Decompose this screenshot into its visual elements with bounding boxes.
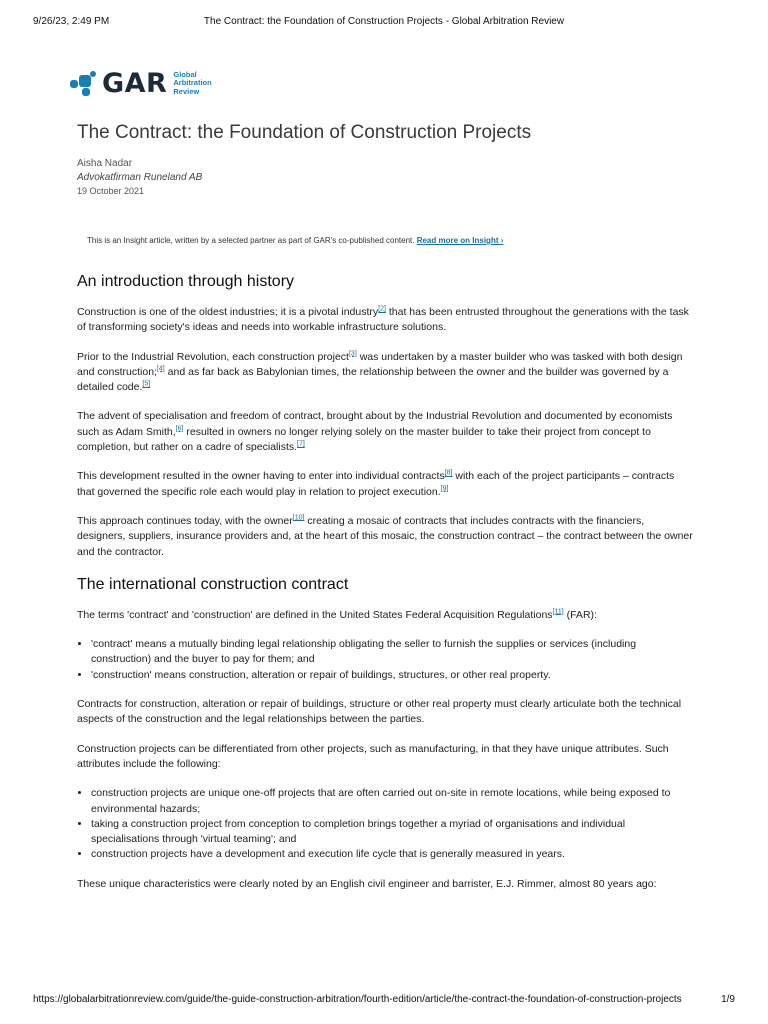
- paragraph: Construction projects can be differentiated from other projects, such as manufacturing, in that they have unique attributes. Such attributes include the following:: [77, 742, 669, 770]
- list-item: • construction projects have a development and execution life cycle that is generally measured in years.: [91, 847, 694, 862]
- paragraph: Contracts for construction, alteration or repair of buildings, structure or other real property must clearly articulate both the technical aspects of the construction and the legal relationships between the parties.: [77, 698, 682, 726]
- print-timestamp: 9/26/23, 2:49 PM: [33, 16, 110, 27]
- footnote-link[interactable]: [6]: [175, 425, 184, 433]
- insight-notice: [87, 236, 694, 245]
- print-footer: [33, 994, 735, 1008]
- section-heading-international-contract: The international construction contract: [77, 575, 349, 593]
- footnote-link[interactable]: [2]: [378, 305, 386, 313]
- print-header: [33, 16, 735, 30]
- gar-logo[interactable]: [70, 68, 212, 99]
- footnote-link[interactable]: [10]: [292, 514, 305, 522]
- footnote-link[interactable]: [7]: [297, 440, 305, 448]
- logo-wordmark: GAR: [102, 68, 168, 99]
- paragraph: The terms 'contract' and 'construction' are defined in the United States Federal Acquisition Regulations[11] (FAR):: [77, 608, 597, 621]
- definitions-list: [77, 637, 694, 683]
- list-item: • taking a construction project from conception to completion brings together a myriad of organisations and individual specialisations through 'virtual teaming'; and: [91, 817, 694, 848]
- footnote-link[interactable]: [11]: [552, 608, 564, 616]
- article-title: The Contract: the Foundation of Construction Projects: [77, 122, 532, 143]
- footnote-link[interactable]: [5]: [142, 380, 151, 388]
- paragraph: This development resulted in the owner having to enter into individual contracts[8] with each of the project participants – contracts that governed the specific role each would play in relation to project execution.[9]: [77, 469, 675, 498]
- print-page-number: 1/9: [721, 994, 735, 1005]
- article-author: Aisha Nadar: [77, 158, 133, 169]
- article-firm: Advokatfirman Runeland AB: [77, 172, 203, 183]
- paragraph: This approach continues today, with the owner[10] creating a mosaic of contracts that includes contracts with the financiers, designers, suppliers, insurance providers and, at the heart of this mosaic, the construction contract – the contract between the owner and the contractor.: [77, 514, 693, 558]
- gar-logo-icon: [70, 71, 96, 97]
- footnote-link[interactable]: [9]: [440, 485, 449, 493]
- print-url: https://globalarbitrationreview.com/guide/the-guide-construction-arbitration/fourth-edition/article/the-contract-the-foundation-of-construction-projects: [33, 994, 682, 1005]
- list-item: • 'contract' means a mutually binding legal relationship obligating the seller to furnish the supplies or services (including construction) and the buyer to pay for them; and: [91, 637, 694, 668]
- insight-link[interactable]: Read more on Insight ›: [416, 236, 504, 245]
- footnote-link[interactable]: [4]: [156, 365, 165, 373]
- paragraph: The advent of specialisation and freedom of contract, brought about by the Industrial Revolution and documented by economists such as Adam Smith,[6] resulted in owners no longer relying solely on the master builder to take their project from concept to completion, but rather on a cadre of specialists.[7]: [77, 410, 673, 454]
- paragraph: Construction is one of the oldest industries; it is a pivotal industry[2] that has been entrusted throughout the generations with the task of transforming society's ideas and needs into workable infrastructure solutions.: [77, 305, 689, 334]
- insight-text: This is an Insight article, written by a selected partner as part of GAR's co-published content.: [87, 236, 415, 245]
- footnote-link[interactable]: [3]: [348, 350, 357, 358]
- list-item: • construction projects are unique one-off projects that are often carried out on-site in remote locations, while being exposed to environmental hazards;: [91, 786, 694, 817]
- paragraph: Prior to the Industrial Revolution, each construction project[3] was undertaken by a master builder who was tasked with both design and construction;[4] and as far back as Babylonian times, the relationship between the owner and the builder was governed by a detailed code.[5]: [77, 350, 683, 394]
- print-document-title: The Contract: the Foundation of Construction Projects - Global Arbitration Review: [203, 16, 565, 27]
- list-item: • 'construction' means construction, alteration or repair of buildings, structures, or other real property.: [91, 668, 694, 683]
- logo-subtitle: Global Arbitration Review: [173, 69, 212, 96]
- paragraph: These unique characteristics were clearly noted by an English civil engineer and barrister, E.J. Rimmer, almost 80 years ago:: [77, 877, 657, 890]
- article-date: 19 October 2021: [77, 186, 145, 196]
- section-heading-history: An introduction through history: [77, 273, 295, 290]
- article-content: [77, 122, 694, 892]
- footnote-link[interactable]: [8]: [444, 469, 453, 477]
- attributes-list: [77, 786, 694, 862]
